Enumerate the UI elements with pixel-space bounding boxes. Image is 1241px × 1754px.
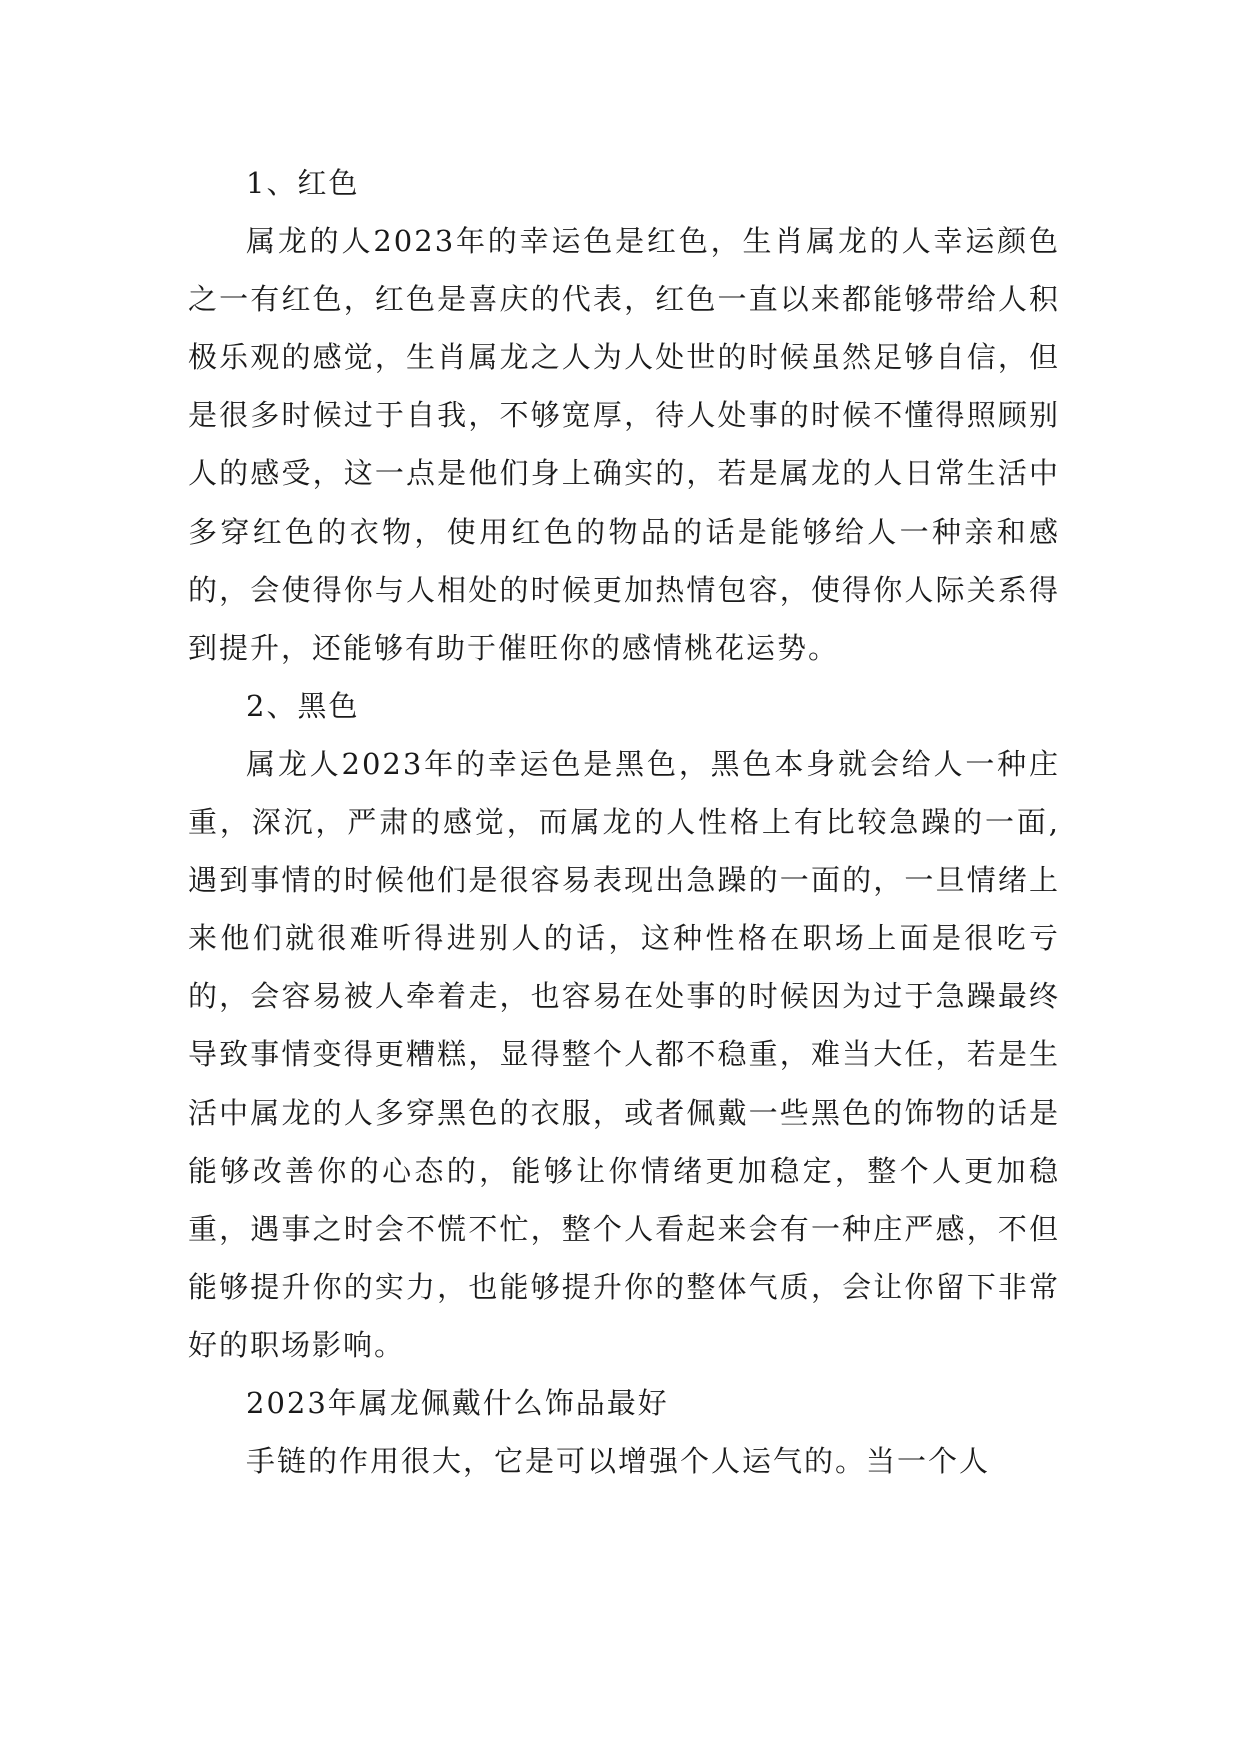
document-body [188, 154, 1060, 1490]
paragraph-red: 属龙的人2023年的幸运色是红色，生肖属龙的人幸运颜色之一有红色，红色是喜庆的代表，红色一直以来都能够带给人积极乐观的感觉，生肖属龙之人为人处世的时候虽然足够自信，但是很多时候过于自我，不够宽厚，待人处事的时候不懂得照顾别人的感受，这一点是他们身上确实的，若是属龙的人日常生活中多穿红色的衣物，使用红色的物品的话是能够给人一种亲和感的，会使得你与人相处的时候更加热情包容，使得你人际关系得到提升，还能够有助于催旺你的感情桃花运势。 [188, 224, 1060, 665]
paragraph-bracelet: 手链的作用很大，它是可以增强个人运气的。当一个人 [246, 1444, 991, 1479]
heading-black: 2、黑色 [246, 688, 360, 723]
heading-accessories: 2023年属龙佩戴什么饰品最好 [246, 1385, 669, 1420]
paragraph-black: 属龙人2023年的幸运色是黑色，黑色本身就会给人一种庄重，深沉，严肃的感觉，而属龙的人性格上有比较急躁的一面,遇到事情的时候他们是很容易表现出急躁的一面的，一旦情绪上来他们就很难听得进别人的话，这种性格在职场上面是很吃亏的，会容易被人牵着走，也容易在处事的时候因为过于急躁最终导致事情变得更糟糕，显得整个人都不稳重，难当大任，若是生活中属龙的人多穿黑色的衣服，或者佩戴一些黑色的饰物的话是能够改善你的心态的，能够让你情绪更加稳定，整个人更加稳重，遇事之时会不慌不忙，整个人看起来会有一种庄严感，不但能够提升你的实力，也能够提升你的整体气质，会让你留下非常好的职场影响。 [188, 746, 1060, 1362]
heading-red: 1、红色 [246, 166, 360, 200]
